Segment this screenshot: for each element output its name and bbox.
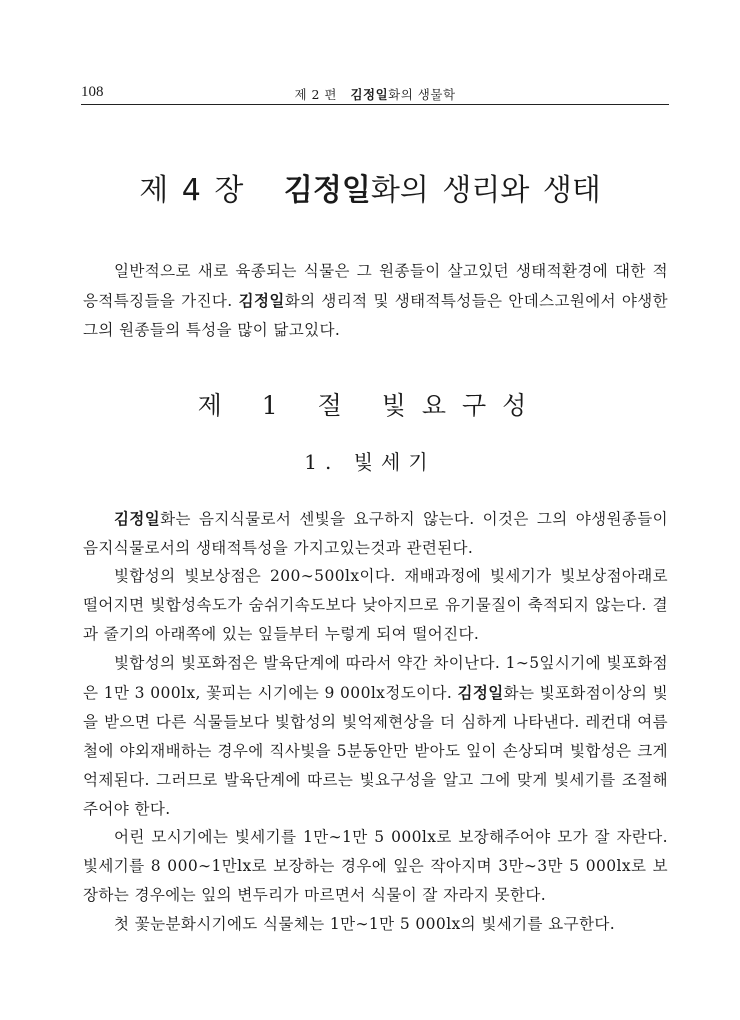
paragraph-2 — [83, 562, 668, 649]
paragraph-5 — [83, 910, 668, 939]
chapter-rest: 화의 생리와 생태 — [370, 173, 601, 208]
running-head-name: 김정일 — [350, 87, 389, 102]
running-head-part: 제 2 편 — [294, 87, 338, 102]
intro-after: 화의 생리적 및 생태적특성들은 안데스고원에서 야생한 그의 원종들의 특성을 많이 닮고있다. — [83, 292, 668, 339]
p2-text: 빛합성의 빛보상점은 200∼500lx이다. 재배과정에 빛세기가 빛보상점아래로 떨어지면 빛합성속도가 숨쉬기속도보다 낮아지므로 유기물질이 축적되지 않는다. 결과 줄기의 아래쪽에 있는 잎들부터 누렇게 되여 떨어진다. — [83, 567, 668, 643]
chapter-label: 제 4 장 — [139, 173, 244, 208]
p3-before: 빛합성의 빛포화점은 발육단계에 따라서 약간 차이난다. 1∼5잎시기에 빛포화점은 1만 3 000lx, 꽃피는 시기에는 9 000lx정도이다. — [83, 654, 668, 702]
intro-name: 김정일 — [238, 291, 285, 310]
intro-paragraph — [83, 257, 668, 345]
paragraph-3 — [83, 649, 668, 824]
intro-before: 일반적으로 새로 육종되는 식물은 그 원종들이 살고있던 생태적환경에 대한 적응적특징들을 가진다. — [83, 262, 668, 310]
p1-text: 화는 음지식물로서 센빛을 요구하지 않는다. 이것은 그의 야생원종들이 음지식물로서의 생태적특성을 가지고있는것과 관련된다. — [83, 510, 668, 557]
p3-name: 김정일 — [457, 683, 504, 702]
chapter-name: 김정일 — [283, 173, 371, 208]
page-number: 108 — [81, 84, 104, 100]
running-head-suffix: 화의 생물학 — [388, 87, 456, 102]
p1-name: 김정일 — [114, 509, 161, 528]
subsection-title: 1. 빛세기 — [304, 450, 436, 474]
chapter-title — [0, 165, 740, 209]
p4-text: 어린 모시기에는 빛세기를 1만∼1만 5 000lx로 보장해주어야 모가 잘 자란다. 빛세기를 8 000∼1만lx로 보장하는 경우에 잎은 작아지며 3만∼3만 5 000lx로 보장하는 경우에는 잎의 변두리가 마르면서 식물이 잘 자라지 못한다. — [83, 828, 668, 904]
paragraph-4 — [83, 823, 668, 910]
page-header — [81, 82, 669, 105]
section-title: 제 1 절 빛요구성 — [197, 391, 543, 420]
p5-text: 첫 꽃눈분화시기에도 식물체는 1만∼1만 5 000lx의 빛세기를 요구한다. — [114, 915, 616, 933]
running-head — [81, 85, 669, 103]
p3-after: 화는 빛포화점이상의 빛을 받으면 다른 식물들보다 빛합성의 빛억제현상을 더 심하게 나타낸다. 레컨대 여름철에 야외재배하는 경우에 직사빛을 5분동안만 받아도 잎이 손상되며 빛합성은 크게 억제된다. 그러므로 발육단계에 따르는 빛요구성을 알고 그에 맞게 빛세기를 조절해주어야 한다. — [83, 684, 668, 818]
paragraph-1 — [83, 504, 668, 563]
